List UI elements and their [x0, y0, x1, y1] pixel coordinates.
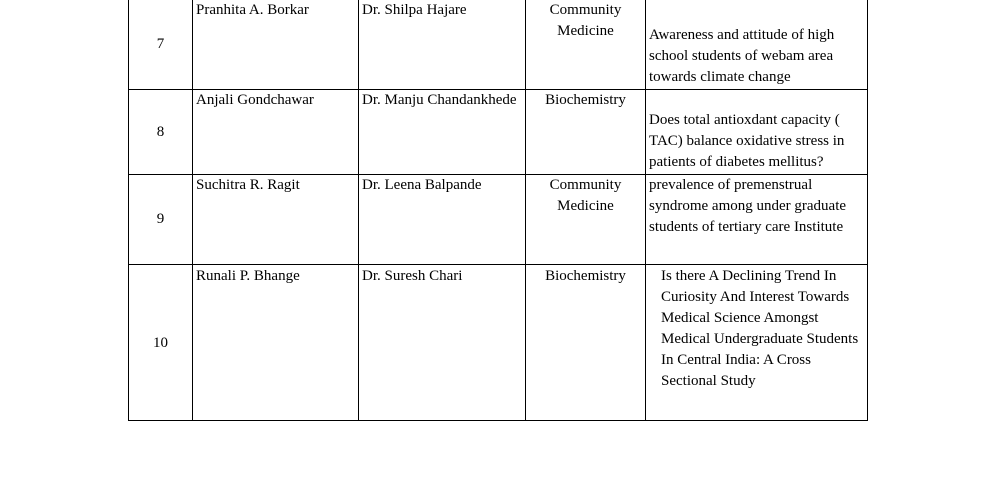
student-name-cell: Runali P. Bhange [193, 265, 359, 421]
serial-number-cell: 7 [129, 0, 193, 90]
guide-name-cell: Dr. Suresh Chari [359, 265, 526, 421]
project-title-text: Does total antioxdant capacity ( TAC) balance oxidative stress in patients of diabetes mellitus? [649, 112, 845, 170]
student-name-cell: Suchitra R. Ragit [193, 175, 359, 265]
serial-number-cell: 9 [129, 175, 193, 265]
student-name-cell: Anjali Gondchawar [193, 90, 359, 175]
guide-name-cell: Dr. Shilpa Hajare [359, 0, 526, 90]
table-row [129, 0, 868, 90]
student-name-cell: Pranhita A. Borkar [193, 0, 359, 90]
guide-name-cell: Dr. Leena Balpande [359, 175, 526, 265]
project-title-text: Awareness and attitude of high school students of webam area towards climate change [649, 27, 835, 85]
serial-number-cell: 10 [129, 265, 193, 421]
project-title-cell [646, 0, 868, 90]
table-row [129, 265, 868, 421]
project-title-cell [646, 90, 868, 175]
guide-name-cell: Dr. Manju Chandankhede [359, 90, 526, 175]
project-title-cell [646, 175, 868, 265]
department-cell: Community Medicine [526, 175, 646, 265]
department-cell: Biochemistry [526, 90, 646, 175]
serial-number-cell: 8 [129, 90, 193, 175]
table-row [129, 90, 868, 175]
project-title-text: Is there A Declining Trend In Curiosity And Interest Towards Medical Science Amongst Medical Undergraduate Students In Central India: A Cross Sectional Study [661, 268, 859, 389]
department-cell: Biochemistry [526, 265, 646, 421]
project-title-cell [646, 265, 868, 421]
research-projects-table [128, 0, 868, 421]
project-title-text: prevalence of premenstrual syndrome among under graduate students of tertiary care Institute [649, 177, 847, 235]
department-cell: Community Medicine [526, 0, 646, 90]
table-row [129, 175, 868, 265]
